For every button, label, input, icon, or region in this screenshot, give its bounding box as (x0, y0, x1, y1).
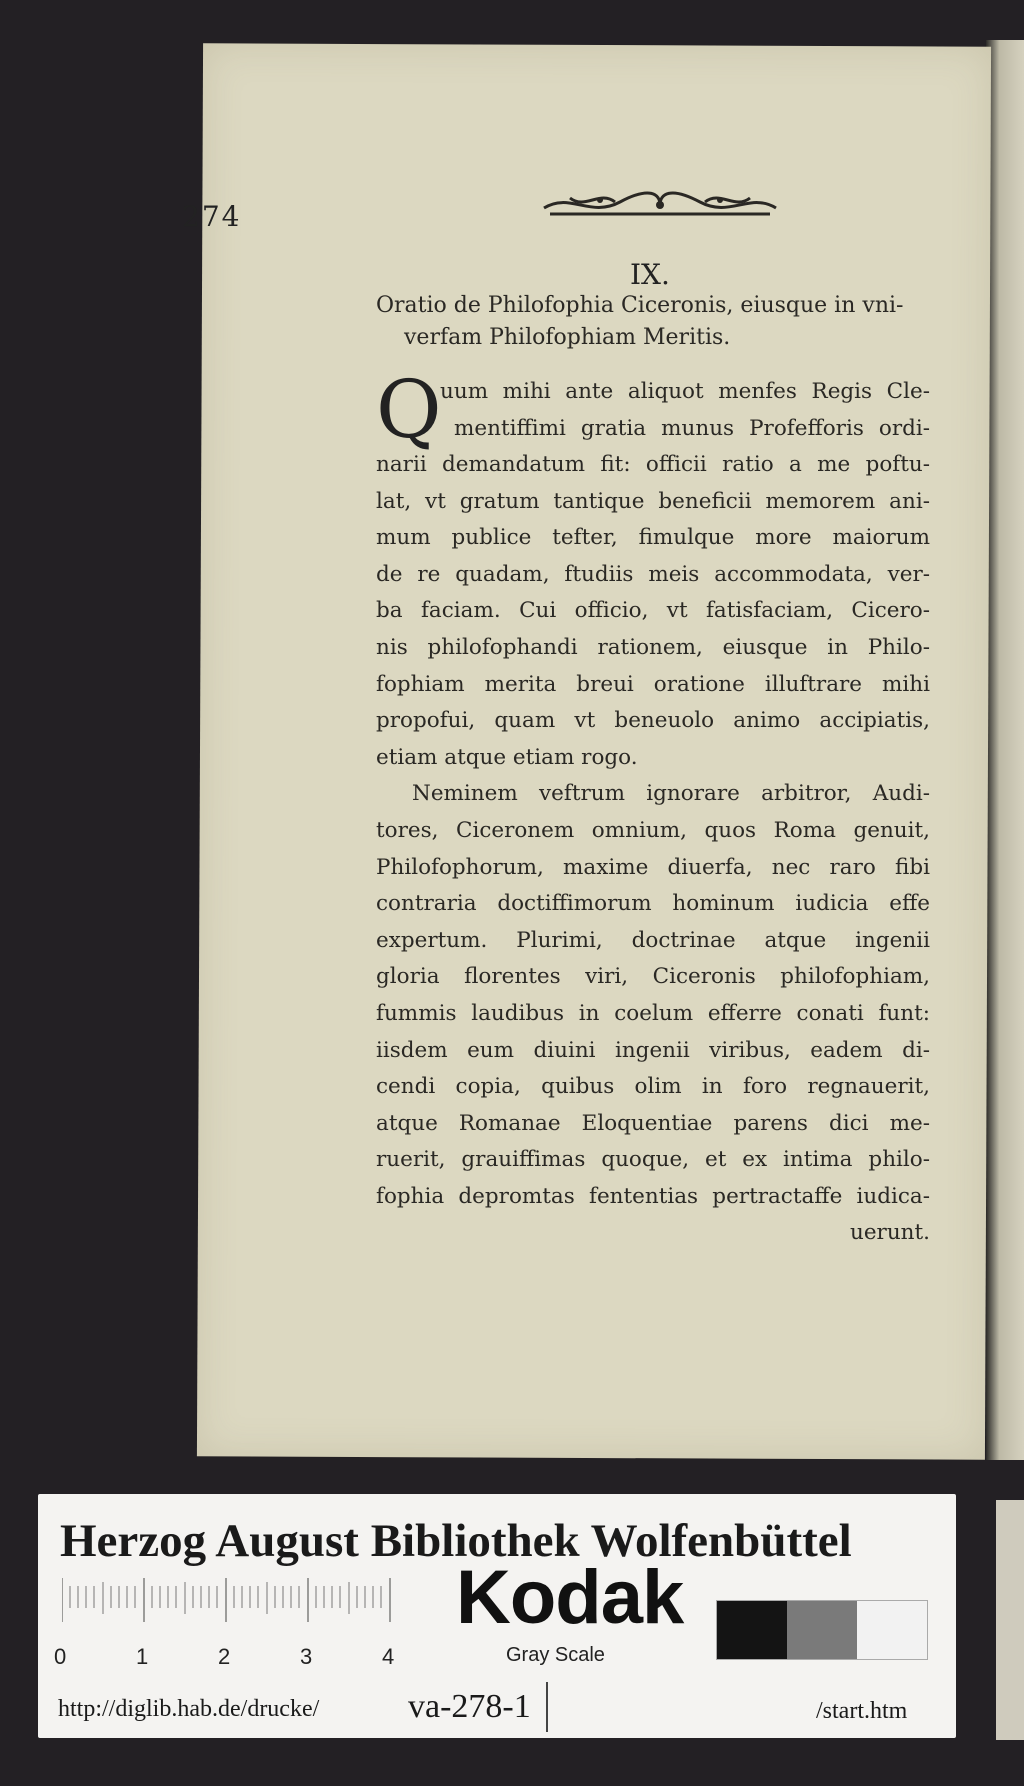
text-line: propofui, quam vt beneuolo animo accipiatis, (376, 708, 930, 734)
text-line: ruerit, grauiffimas quoque, et ex intima philo- (376, 1147, 930, 1173)
swatch-mid (787, 1601, 857, 1659)
text-line: contraria doctiffimorum hominum iudicia effe (376, 891, 930, 917)
text-line: mum publice tefter, fimulque more maiorum (376, 525, 930, 551)
text-line: fophiam merita breui oratione illuftrare mihi (376, 671, 930, 697)
adjacent-page-edge (986, 40, 1024, 1460)
text-line: lat, vt gratum tantique beneficii memorem ani- (376, 488, 930, 514)
gray-scale-swatches (716, 1600, 928, 1660)
page-number: 274 (182, 200, 242, 233)
catchword: uerunt. (849, 1220, 930, 1246)
text-line: de re quadam, ftudiis meis accommodata, ver- (376, 561, 930, 587)
swatch-light (857, 1601, 927, 1659)
text-line: ba faciam. Cui officio, vt fatisfaciam, Cicero- (376, 598, 930, 624)
text-line: fummis laudibus in coelum efferre conati funt: (376, 1000, 930, 1026)
text-line: nis philofophandi rationem, eiusque in Philo- (376, 634, 930, 660)
ruler-numbers (38, 1644, 458, 1674)
section-number: IX. (630, 258, 670, 291)
text-line: uum mihi ante aliquot menfes Regis Cle- (440, 379, 930, 404)
text-line: atque Romanae Eloquentiae parens dici me- (376, 1110, 930, 1136)
ruler-number: 4 (382, 1644, 395, 1669)
kodak-logo: Kodak (456, 1555, 684, 1640)
url-prefix: http://diglib.hab.de/drucke/ (58, 1696, 320, 1722)
text-line: gloria florentes viri, Ciceronis philofophiam, (376, 964, 930, 990)
gray-scale-caption: Gray Scale (506, 1644, 605, 1666)
adjacent-label-edge (996, 1500, 1024, 1740)
text-line: Neminem veftrum ignorare arbitror, Audi- (412, 781, 930, 807)
ruler-number: 2 (218, 1644, 231, 1669)
text-line: narii demandatum fit: officii ratio a me poftu- (376, 452, 930, 477)
text-line: Philofophorum, maxime diuerfa, nec raro fibi (376, 854, 930, 880)
text-line: expertum. Plurimi, doctrinae atque ingenii (376, 927, 930, 953)
dropcap-block (376, 363, 930, 456)
ruler-number: 0 (54, 1644, 67, 1669)
swatch-dark (717, 1601, 787, 1659)
text-line: mentiffimi gratia munus Profefforis ordi- (454, 415, 930, 441)
shelfmark-id: va-278-1 (408, 1688, 531, 1725)
text-line: tores, Ciceronem omnium, quos Roma genuit, (376, 817, 930, 843)
ruler-number: 3 (300, 1644, 313, 1669)
title-line: verfam Philofophiam Meritis. (404, 325, 731, 350)
text-line: iisdem eum diuini ingenii viribus, eadem di- (376, 1037, 930, 1063)
library-label-card (38, 1494, 956, 1738)
title-line: Oratio de Philofophia Ciceronis, eiusque in vni- (376, 293, 904, 318)
library-name: Herzog August Bibliothek Wolfenbüttel (60, 1515, 852, 1567)
ruler-number: 1 (136, 1644, 149, 1669)
drop-cap: Q (376, 363, 442, 456)
text-cursor (546, 1682, 548, 1732)
text-line: cendi copia, quibus olim in foro regnauerit, (376, 1074, 930, 1100)
url-suffix: /start.htm (816, 1698, 908, 1724)
body-text (376, 363, 930, 1252)
printer-ornament (540, 188, 780, 222)
oration-title (376, 290, 936, 354)
text-line: fophia depromtas fententias pertractaffe iudica- (376, 1183, 930, 1209)
ruler-scale (62, 1578, 402, 1628)
text-line: etiam atque etiam rogo. (376, 744, 638, 770)
